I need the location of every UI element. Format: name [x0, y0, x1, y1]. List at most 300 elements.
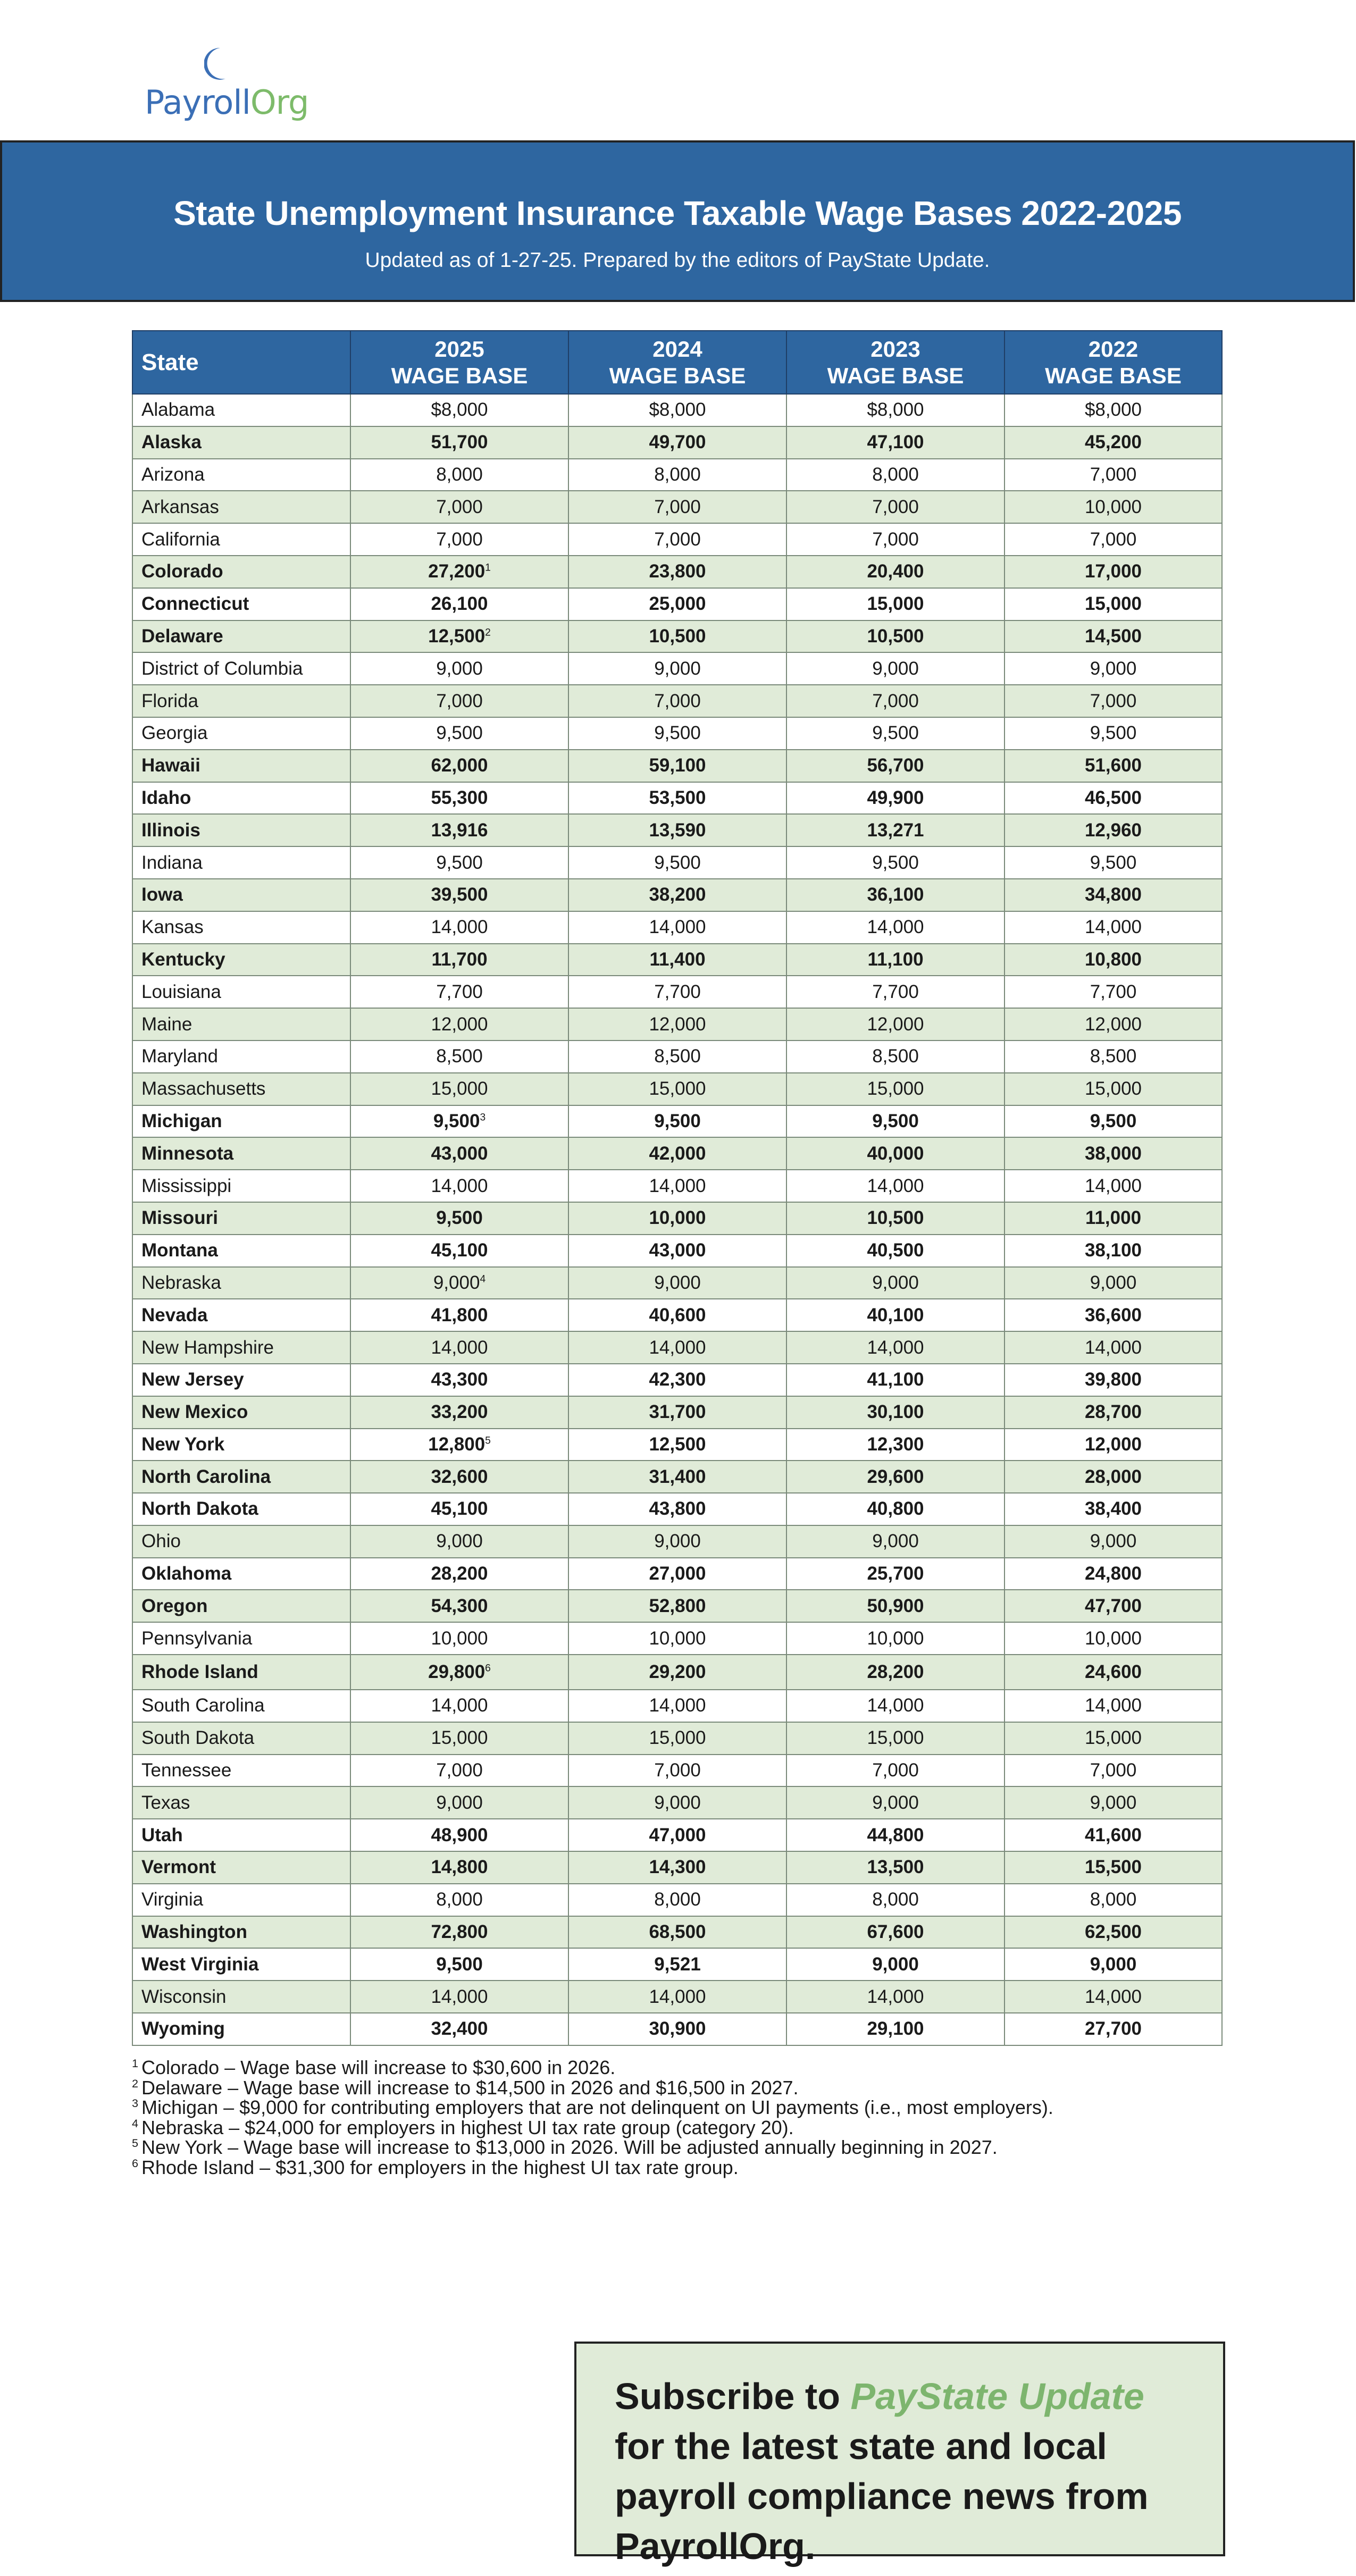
wage-2024-cell-text: 7,000 — [654, 690, 701, 711]
table-body — [132, 394, 1222, 2045]
footnote-marker: 3 — [480, 1112, 486, 1123]
wage-2024-cell — [568, 717, 786, 750]
state-cell-text: New Mexico — [141, 1402, 248, 1423]
wage-2022-cell-text: 7,000 — [1090, 528, 1137, 550]
footnote-text: Delaware – Wage base will increase to $14,500 in 2026 and $16,500 in 2027. — [141, 2076, 799, 2099]
wage-2025-cell-text: 48,900 — [431, 1824, 488, 1845]
wage-2024-cell — [568, 1331, 786, 1364]
wage-2025-cell — [350, 426, 568, 459]
wage-2024-cell-text: 40,600 — [649, 1304, 706, 1325]
wage-2025-cell — [350, 846, 568, 879]
wage-2022-cell-text: 17,000 — [1084, 561, 1142, 582]
footnote-number: 5 — [132, 2136, 139, 2150]
wage-2023-cell — [786, 1981, 1005, 2013]
wage-2025-cell-text: 55,300 — [431, 787, 488, 808]
wage-2024-cell — [568, 1396, 786, 1429]
wage-2023-cell-text: 10,500 — [867, 1207, 924, 1229]
table-row — [132, 846, 1222, 879]
wage-2022-cell — [1005, 814, 1222, 846]
state-cell-text: Tennessee — [141, 1760, 232, 1781]
wage-2023-cell — [786, 879, 1005, 911]
footnote-item — [132, 2058, 1053, 2078]
state-cell-text: South Carolina — [141, 1695, 265, 1716]
state-cell-text: Kentucky — [141, 949, 225, 970]
wage-2025-cell-text: 32,400 — [431, 2018, 488, 2040]
wage-2024-cell-text: 11,400 — [649, 949, 706, 970]
table-row — [132, 523, 1222, 556]
wage-2025-cell — [350, 976, 568, 1008]
footnote-item — [132, 2118, 1053, 2138]
wage-2022-cell-text: 8,000 — [1090, 1889, 1137, 1910]
wage-2023-cell — [786, 1493, 1005, 1525]
wage-2023-cell — [786, 1105, 1005, 1138]
wage-2025-cell-text: 54,300 — [431, 1595, 488, 1616]
wage-2022-cell — [1005, 620, 1222, 653]
wage-2024-cell — [568, 1105, 786, 1138]
wage-2024-cell — [568, 426, 786, 459]
wage-2025-cell-text: 9,500 — [436, 852, 483, 873]
wage-2024-cell-text: 59,100 — [649, 755, 706, 776]
wage-2023-cell-text: 7,000 — [872, 1760, 919, 1781]
wage-2024-cell — [568, 1008, 786, 1041]
subscribe-text — [615, 2371, 1200, 2571]
wage-2023-cell — [786, 1364, 1005, 1396]
table-row — [132, 1690, 1222, 1722]
wage-2024-cell-text: 10,000 — [649, 1207, 706, 1229]
state-cell — [132, 1493, 350, 1525]
wage-2023-cell-text: $8,000 — [867, 399, 924, 421]
state-cell — [132, 1073, 350, 1105]
state-cell-text: Florida — [141, 690, 198, 711]
state-cell — [132, 394, 350, 426]
wage-2025-cell-text: 14,000 — [431, 1175, 488, 1196]
state-cell — [132, 750, 350, 782]
wage-2025-cell — [350, 1655, 568, 1690]
column-header-state: State — [132, 331, 350, 394]
wage-2024-cell-text: 43,800 — [649, 1498, 706, 1520]
state-cell-text: Maryland — [141, 1046, 218, 1067]
wage-2024-cell-text: 14,000 — [649, 1986, 706, 2007]
state-cell — [132, 1202, 350, 1235]
state-cell — [132, 1299, 350, 1331]
wage-2025-cell-text: 14,000 — [431, 1695, 488, 1716]
state-cell-text: Oregon — [141, 1595, 208, 1616]
wage-2022-cell — [1005, 1916, 1222, 1949]
wage-2024-cell — [568, 685, 786, 717]
wage-2023-cell-text: 11,100 — [867, 949, 924, 970]
wage-2022-cell — [1005, 491, 1222, 523]
wage-2024-cell-text: 10,500 — [649, 625, 706, 647]
state-cell — [132, 1105, 350, 1138]
wage-2022-cell — [1005, 394, 1222, 426]
wage-2022-cell — [1005, 1655, 1222, 1690]
wage-2022-cell — [1005, 1202, 1222, 1235]
wage-2022-cell-text: 8,500 — [1090, 1046, 1137, 1067]
wage-2025-cell — [350, 1461, 568, 1493]
wage-2022-cell — [1005, 717, 1222, 750]
state-cell-text: Massachusetts — [141, 1078, 266, 1100]
state-cell — [132, 1622, 350, 1655]
wage-2024-cell — [568, 1722, 786, 1755]
wage-2024-cell — [568, 1073, 786, 1105]
wage-2023-cell — [786, 1819, 1005, 1851]
wage-2023-cell-text: 9,500 — [872, 723, 919, 744]
wage-2022-cell — [1005, 1461, 1222, 1493]
wage-2023-cell-text: 10,500 — [867, 625, 924, 647]
state-cell-text: Indiana — [141, 852, 203, 873]
wage-2022-cell — [1005, 426, 1222, 459]
state-cell — [132, 685, 350, 717]
wage-2024-cell-text: 9,000 — [654, 1531, 701, 1552]
wage-2025-cell-text: 41,800 — [431, 1304, 488, 1325]
wage-2023-cell-text: 47,100 — [867, 432, 924, 453]
wage-2023-cell-text: 29,600 — [867, 1466, 924, 1487]
footnote-item — [132, 2158, 1053, 2178]
header-label: WAGE BASE — [391, 363, 528, 388]
state-cell-text: Hawaii — [141, 755, 200, 776]
table-row — [132, 1590, 1222, 1622]
wage-2023-cell — [786, 652, 1005, 685]
wage-2022-cell — [1005, 1851, 1222, 1884]
wage-2022-cell — [1005, 782, 1222, 815]
wage-2025-cell — [350, 394, 568, 426]
wage-2023-cell-text: 9,500 — [872, 1110, 919, 1131]
wage-2025-cell — [350, 911, 568, 944]
wage-2022-cell-text: 14,000 — [1084, 1337, 1142, 1358]
wage-2025-cell-text: 9,500 — [436, 723, 483, 744]
wage-2022-cell — [1005, 1364, 1222, 1396]
state-cell-text: California — [141, 528, 220, 550]
wage-2023-cell — [786, 1429, 1005, 1461]
wage-2022-cell-text: 9,000 — [1090, 1531, 1137, 1552]
wage-2022-cell — [1005, 459, 1222, 491]
wage-2023-cell-text: 40,500 — [867, 1240, 924, 1261]
wage-2024-cell-text: 9,000 — [654, 1792, 701, 1813]
wage-2025-cell-text: 26,100 — [431, 593, 488, 615]
wage-2023-cell-text: 49,900 — [867, 787, 924, 808]
wage-2025-cell — [350, 1429, 568, 1461]
wage-2022-cell-text: 62,500 — [1084, 1921, 1142, 1943]
wage-2024-cell — [568, 1041, 786, 1073]
paystate-update-link[interactable]: PayState Update — [850, 2376, 1144, 2417]
state-cell — [132, 1819, 350, 1851]
state-cell-text: Oklahoma — [141, 1563, 232, 1584]
wage-2022-cell — [1005, 652, 1222, 685]
wage-2024-cell-text: 8,500 — [654, 1046, 701, 1067]
wage-2025-cell-text: 72,800 — [431, 1921, 488, 1943]
state-cell — [132, 1722, 350, 1755]
wage-2022-cell-text: 36,600 — [1084, 1304, 1142, 1325]
wage-2022-cell-text: 9,500 — [1090, 723, 1137, 744]
state-cell — [132, 1396, 350, 1429]
state-cell-text: Mississippi — [141, 1175, 232, 1196]
wage-2023-cell — [786, 782, 1005, 815]
wage-2022-cell — [1005, 1884, 1222, 1916]
wage-2022-cell — [1005, 1786, 1222, 1819]
wage-2024-cell-text: 9,000 — [654, 658, 701, 679]
wage-2022-cell-text: 9,500 — [1090, 1110, 1137, 1131]
wage-2023-cell-text: 9,000 — [872, 1953, 919, 1975]
state-cell-text: Pennsylvania — [141, 1627, 253, 1649]
wage-2022-cell — [1005, 1722, 1222, 1755]
table-row — [132, 1755, 1222, 1787]
wage-2024-cell — [568, 1525, 786, 1558]
wage-2022-cell — [1005, 1819, 1222, 1851]
wage-2023-cell — [786, 1267, 1005, 1299]
state-cell-text: North Carolina — [141, 1466, 271, 1487]
wage-2024-cell-text: 13,590 — [649, 819, 706, 841]
wage-2025-cell — [350, 1267, 568, 1299]
wage-2024-cell-text: 29,200 — [649, 1662, 706, 1683]
wage-2023-cell — [786, 976, 1005, 1008]
wage-2025-cell-text: 43,300 — [431, 1369, 488, 1390]
state-cell — [132, 491, 350, 523]
wage-2022-cell-text: 7,000 — [1090, 690, 1137, 711]
wage-2024-cell — [568, 2013, 786, 2045]
wage-2025-cell-text: 7,700 — [436, 981, 483, 1002]
wage-2022-cell-text: 9,000 — [1090, 1953, 1137, 1975]
wage-2023-cell — [786, 459, 1005, 491]
state-cell-text: Delaware — [141, 625, 223, 647]
wage-2022-cell-text: 12,000 — [1084, 1433, 1142, 1455]
wage-2025-cell-text: 14,000 — [431, 1986, 488, 2007]
wage-2025-cell — [350, 588, 568, 620]
wage-2022-cell — [1005, 1331, 1222, 1364]
state-cell-text: Michigan — [141, 1110, 222, 1131]
state-cell-text: Nebraska — [141, 1272, 221, 1293]
wage-2022-cell — [1005, 944, 1222, 976]
table-row — [132, 1884, 1222, 1916]
state-cell — [132, 976, 350, 1008]
wage-2023-cell — [786, 685, 1005, 717]
state-cell — [132, 1948, 350, 1981]
wage-2023-cell-text: 12,300 — [867, 1433, 924, 1455]
state-cell-text: Arkansas — [141, 496, 219, 517]
wage-2024-cell-text: 42,300 — [649, 1369, 706, 1390]
footnote-text: Rhode Island – $31,300 for employers in the highest UI tax rate group. — [141, 2156, 739, 2178]
wage-2025-cell — [350, 1558, 568, 1590]
state-cell-text: Wisconsin — [141, 1986, 227, 2007]
state-cell-text: Alaska — [141, 432, 202, 453]
wage-2024-cell — [568, 394, 786, 426]
state-cell — [132, 1851, 350, 1884]
wage-2022-cell-text: 24,800 — [1084, 1563, 1142, 1584]
table-row — [132, 588, 1222, 620]
wage-2022-cell — [1005, 1267, 1222, 1299]
state-cell-text: Colorado — [141, 561, 223, 582]
wage-2023-cell — [786, 426, 1005, 459]
wage-2024-cell — [568, 1493, 786, 1525]
table-row — [132, 620, 1222, 653]
wage-2025-cell — [350, 944, 568, 976]
wage-2025-cell-text: 11,700 — [431, 949, 488, 970]
wage-2024-cell-text: 14,300 — [649, 1857, 706, 1878]
wage-2025-cell-text: 28,200 — [431, 1563, 488, 1584]
wage-2022-cell-text: 39,800 — [1084, 1369, 1142, 1390]
wage-2022-cell-text: 12,000 — [1084, 1013, 1142, 1035]
state-cell — [132, 1916, 350, 1949]
wage-2025-cell-text: 62,000 — [431, 755, 488, 776]
page-subtitle: Updated as of 1-27-25. Prepared by the editors of PayState Update. — [365, 249, 990, 272]
state-cell — [132, 523, 350, 556]
wage-2025-cell-text: $8,000 — [431, 399, 488, 421]
state-cell — [132, 1331, 350, 1364]
state-cell-text: Missouri — [141, 1207, 218, 1229]
wage-2025-cell — [350, 523, 568, 556]
wage-2022-cell — [1005, 1429, 1222, 1461]
wage-2025-cell — [350, 685, 568, 717]
wage-2024-cell-text: 68,500 — [649, 1921, 706, 1943]
wage-2022-cell-text: 51,600 — [1084, 755, 1142, 776]
wage-2023-cell-text: 13,500 — [867, 1857, 924, 1878]
table-row — [132, 2013, 1222, 2045]
wage-2023-cell — [786, 588, 1005, 620]
subscribe-suffix: for the latest state and local payroll compliance news from PayrollOrg. — [615, 2426, 1149, 2567]
wage-2022-cell — [1005, 1170, 1222, 1202]
wage-2025-cell-text: 8,000 — [436, 464, 483, 485]
wage-2022-cell — [1005, 1235, 1222, 1267]
state-cell-text: Alabama — [141, 399, 215, 421]
wage-2024-cell-text: 12,500 — [649, 1433, 706, 1455]
table-row — [132, 1364, 1222, 1396]
wage-2024-cell — [568, 652, 786, 685]
wage-2022-cell-text: 46,500 — [1084, 787, 1142, 808]
wage-2024-cell — [568, 1267, 786, 1299]
wage-2023-cell-text: 20,400 — [867, 561, 924, 582]
wage-2022-cell-text: 9,000 — [1090, 1792, 1137, 1813]
wage-2024-cell — [568, 1364, 786, 1396]
table-row — [132, 1331, 1222, 1364]
table-row — [132, 1008, 1222, 1041]
wage-2025-cell — [350, 1202, 568, 1235]
wage-2025-cell-text: 14,800 — [431, 1857, 488, 1878]
state-cell — [132, 1170, 350, 1202]
wage-2025-cell — [350, 717, 568, 750]
wage-2024-cell — [568, 459, 786, 491]
wage-2022-cell-text: 14,500 — [1084, 625, 1142, 647]
wage-2025-cell — [350, 1299, 568, 1331]
wage-2023-cell — [786, 1916, 1005, 1949]
table-row — [132, 652, 1222, 685]
column-header-2022 — [1005, 331, 1222, 394]
wage-2025-cell — [350, 1331, 568, 1364]
wage-2023-cell — [786, 750, 1005, 782]
wage-2022-cell — [1005, 1525, 1222, 1558]
table-row — [132, 1819, 1222, 1851]
wage-2022-cell — [1005, 556, 1222, 588]
table-row — [132, 1558, 1222, 1590]
wage-2025-cell — [350, 1105, 568, 1138]
wage-2022-cell-text: 27,700 — [1084, 2018, 1142, 2040]
wage-2023-cell-text: 10,000 — [867, 1627, 924, 1649]
wage-2025-cell-text: 9,000 — [436, 1792, 483, 1813]
wage-2022-cell-text: 10,000 — [1084, 1627, 1142, 1649]
wage-2025-cell-text: 12,500 — [428, 625, 486, 647]
wage-2024-cell-text: 12,000 — [649, 1013, 706, 1035]
wage-2022-cell-text: 9,000 — [1090, 658, 1137, 679]
wage-2024-cell — [568, 1170, 786, 1202]
wage-2022-cell-text: 15,000 — [1084, 1727, 1142, 1749]
table-row — [132, 1525, 1222, 1558]
wage-2025-cell-text: 7,000 — [436, 528, 483, 550]
wage-2025-cell-text: 45,100 — [431, 1498, 488, 1520]
state-cell-text: Montana — [141, 1240, 218, 1261]
wage-2022-cell-text: 38,100 — [1084, 1240, 1142, 1261]
wage-2025-cell-text: 15,000 — [431, 1078, 488, 1100]
wage-2024-cell-text: 9,521 — [654, 1953, 701, 1975]
table-row — [132, 1235, 1222, 1267]
wage-2023-cell-text: 7,000 — [872, 528, 919, 550]
wage-2024-cell-text: 31,700 — [649, 1402, 706, 1423]
wage-2022-cell — [1005, 1690, 1222, 1722]
wage-2025-cell — [350, 1396, 568, 1429]
table-row — [132, 1202, 1222, 1235]
wage-2022-cell — [1005, 1008, 1222, 1041]
state-cell-text: Kansas — [141, 917, 204, 938]
wage-2025-cell-text: 33,200 — [431, 1402, 488, 1423]
wage-2024-cell-text: 9,500 — [654, 723, 701, 744]
wage-2024-cell — [568, 1884, 786, 1916]
footnote-number: 3 — [132, 2096, 139, 2110]
state-cell — [132, 652, 350, 685]
column-header-2024 — [568, 331, 786, 394]
wage-2024-cell-text: 25,000 — [649, 593, 706, 615]
wage-2023-cell-text: 40,800 — [867, 1498, 924, 1520]
wage-2022-cell-text: 38,400 — [1084, 1498, 1142, 1520]
wage-2022-cell-text: 7,700 — [1090, 981, 1137, 1002]
wage-2025-cell — [350, 556, 568, 588]
state-cell-text: Virginia — [141, 1889, 204, 1910]
wage-2025-cell — [350, 1137, 568, 1170]
wage-2023-cell — [786, 394, 1005, 426]
footnote-item — [132, 2097, 1053, 2118]
header-year: 2025 — [434, 336, 484, 362]
header-year: 2024 — [652, 336, 702, 362]
logo-word-payroll: Payroll — [145, 83, 250, 122]
state-cell-text: New York — [141, 1433, 225, 1455]
wage-2022-cell — [1005, 1073, 1222, 1105]
wage-2022-cell — [1005, 523, 1222, 556]
header-label: WAGE BASE — [1045, 363, 1182, 388]
wage-2023-cell — [786, 717, 1005, 750]
wage-2024-cell — [568, 1786, 786, 1819]
wage-2024-cell — [568, 1755, 786, 1787]
wage-2023-cell-text: 9,000 — [872, 658, 919, 679]
state-cell — [132, 717, 350, 750]
logo-word-org: Org — [250, 83, 309, 122]
state-cell — [132, 846, 350, 879]
wage-2023-cell — [786, 1690, 1005, 1722]
wage-2023-cell-text: 9,000 — [872, 1272, 919, 1293]
state-cell-text: Georgia — [141, 723, 208, 744]
wage-2025-cell — [350, 1884, 568, 1916]
wage-2025-cell — [350, 1981, 568, 2013]
wage-2022-cell — [1005, 1137, 1222, 1170]
wage-2025-cell-text: 27,200 — [428, 561, 486, 582]
wage-2025-cell — [350, 491, 568, 523]
wage-2023-cell-text: 25,700 — [867, 1563, 924, 1584]
wage-2023-cell — [786, 846, 1005, 879]
wage-2025-cell — [350, 1590, 568, 1622]
table-row — [132, 394, 1222, 426]
wage-2025-cell — [350, 1786, 568, 1819]
wage-2024-cell-text: 10,000 — [649, 1627, 706, 1649]
wage-2025-cell-text: 7,000 — [436, 496, 483, 517]
wage-2024-cell-text: 31,400 — [649, 1466, 706, 1487]
wage-2022-cell-text: 7,000 — [1090, 464, 1137, 485]
state-cell — [132, 1655, 350, 1690]
footnote-number: 4 — [132, 2116, 139, 2130]
